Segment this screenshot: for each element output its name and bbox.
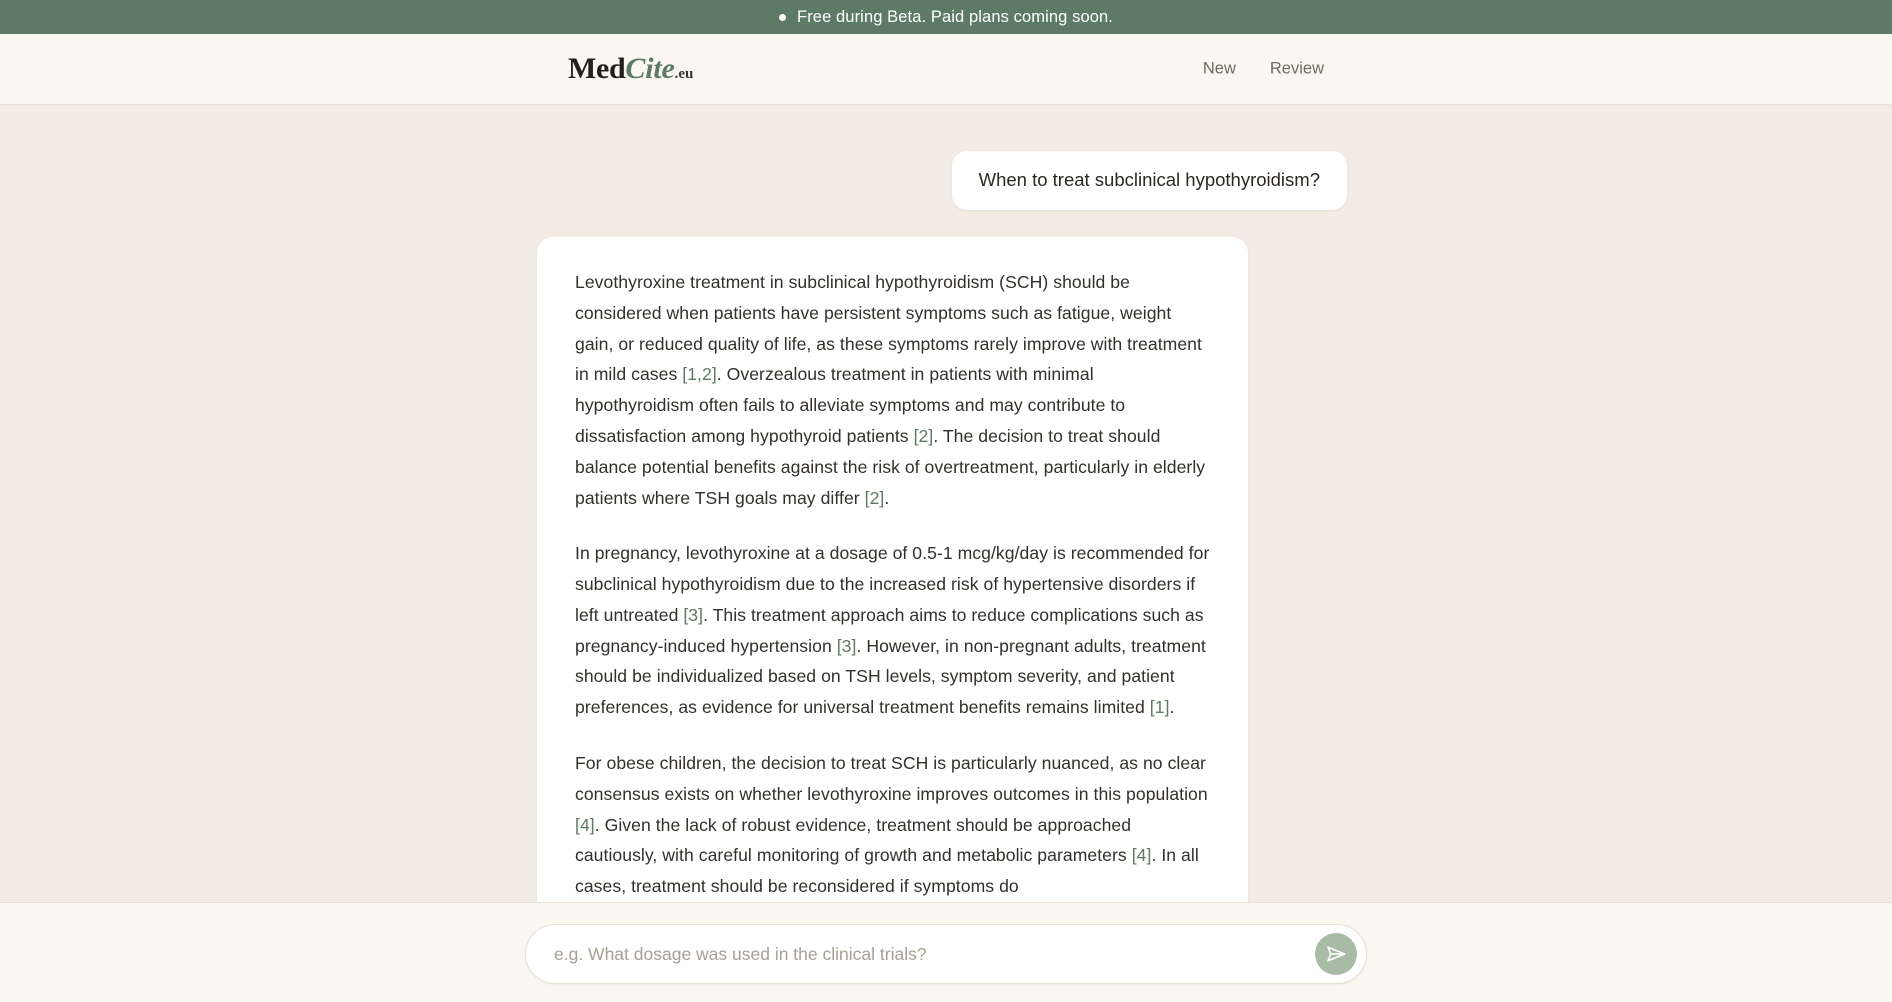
answer-p3-text-c: . In all cases, treatment should be reconsidered if symptoms do (575, 845, 1199, 897)
send-paper-plane-icon (1325, 943, 1347, 965)
nav-item-review[interactable]: Review (1269, 59, 1324, 78)
answer-p1-text-c: . The decision to treat should balance potential benefits against the risk of overtreatment, particularly in elderly patients where TSH goals may differ (575, 425, 1206, 508)
assistant-message-row (516, 237, 1376, 902)
citation-link-2b[interactable]: [2] (864, 487, 885, 508)
nav-item-new[interactable]: New (1202, 59, 1236, 78)
user-message-bubble: When to treat subclinical hypothyroidism? (952, 151, 1347, 210)
citation-link-2a[interactable]: [2] (913, 425, 934, 446)
message-thread (516, 105, 1376, 902)
answer-paragraph-3 (575, 748, 1210, 902)
beta-banner-text: Free during Beta. Paid plans coming soon. (797, 7, 1113, 26)
answer-p2-text-a: In pregnancy, levothyroxine at a dosage of 0.5-1 mcg/kg/day is recommended for subclinical hypothyroidism due to the increased risk of hypertensive disorders if left untreated (575, 543, 1210, 625)
composer-input-shell[interactable] (525, 924, 1367, 984)
conversation-scroll-area[interactable] (0, 105, 1892, 902)
answer-p3-text-a: For obese children, the decision to treat SCH is particularly nuanced, as no clear consensus exists on whether levothyroxine improves outcomes in this population (575, 752, 1208, 804)
composer-bar (0, 902, 1892, 1002)
user-message-row (516, 151, 1376, 210)
answer-p1-text-a: Levothyroxine treatment in subclinical hypothyroidism (SCH) should be considered when patients have persistent symptoms such as fatigue, weight gain, or reduced quality of life, as these symptoms rarely improve with treatment in mild cases (575, 272, 1202, 385)
answer-p1-text-d: . (884, 487, 890, 508)
site-header (0, 34, 1892, 105)
main-nav (1197, 55, 1892, 84)
answer-p2-text-b: . This treatment approach aims to reduce complications such as pregnancy-induced hypertension (575, 604, 1204, 656)
answer-p2-text-c: . However, in non-pregnant adults, treatment should be individualized based on TSH levels, symptom severity, and patient preferences, as evidence for universal treatment benefits remains limited (575, 635, 1206, 718)
answer-p2-text-d: . (1169, 697, 1175, 718)
composer-inner (525, 924, 1367, 984)
citation-link-4a[interactable]: [4] (575, 814, 595, 835)
answer-p3-text-b: . Given the lack of robust evidence, treatment should be approached cautiously, with careful monitoring of growth and metabolic parameters (575, 814, 1132, 866)
citation-link-4b[interactable]: [4] (1131, 845, 1152, 866)
answer-paragraph-1 (575, 267, 1210, 513)
answer-p1-text-b: . Overzealous treatment in patients with minimal hypothyroidism often fails to alleviate symptoms and may contribute to dissatisfaction among hypothyroid patients (575, 364, 1126, 446)
logo[interactable] (568, 54, 693, 84)
citation-link-1a[interactable]: [1] (1149, 697, 1170, 718)
logo-tld-text: .eu (674, 66, 694, 82)
citation-link-3b[interactable]: [3] (836, 635, 857, 656)
citation-link-1-2[interactable]: [1,2] (682, 364, 717, 385)
answer-paragraph-2 (575, 538, 1210, 723)
citation-link-3a[interactable]: [3] (683, 604, 704, 625)
logo-cite-text: Cite (625, 52, 675, 85)
send-button[interactable] (1315, 933, 1357, 975)
beta-banner (0, 0, 1892, 34)
question-input[interactable] (552, 925, 1315, 983)
logo-med-text: Med (568, 52, 626, 85)
bullet-dot-icon (779, 14, 786, 21)
assistant-answer-card (537, 237, 1248, 902)
